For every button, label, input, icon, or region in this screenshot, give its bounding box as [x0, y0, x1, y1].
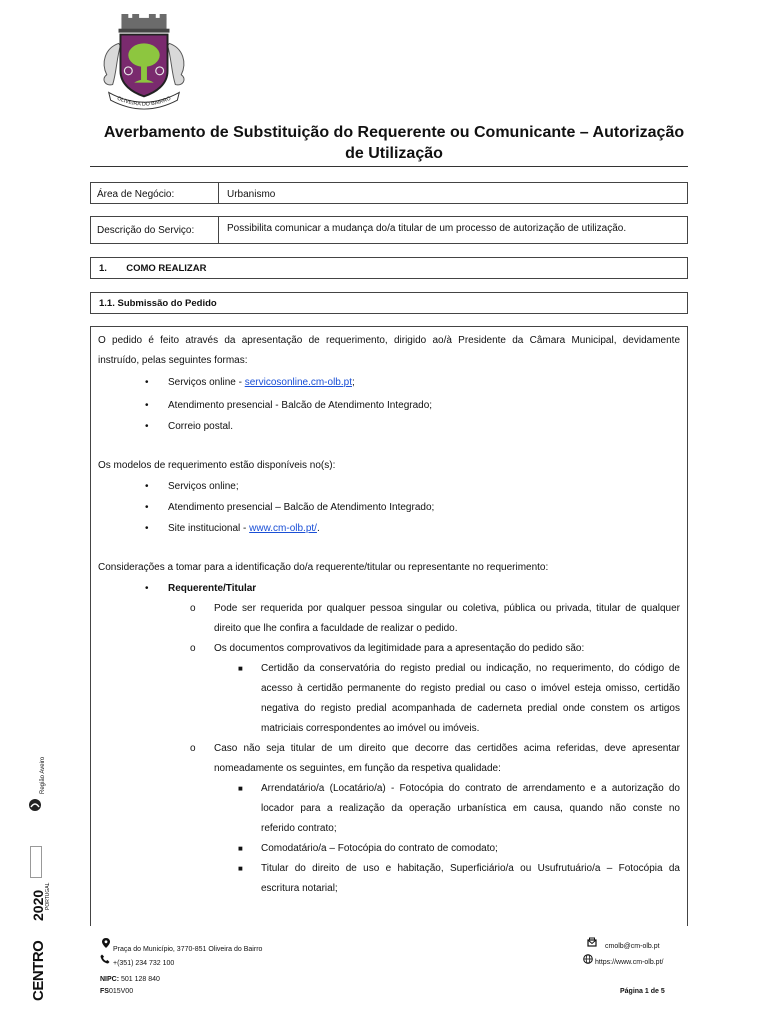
item-sq1-line-2: acesso à certidão permanente do registo predial ou caso o imóvel esteja omisso, certidão — [261, 683, 680, 694]
item-sq4-line-2: escritura notarial; — [261, 883, 338, 894]
centro-2020-logo: CENTRO — [30, 940, 47, 1001]
service-description-label: Descrição do Serviço: — [91, 217, 219, 243]
title-divider — [90, 166, 688, 167]
footer-email[interactable]: cmolb@cm-olb.pt — [605, 943, 660, 950]
funding-logos — [26, 756, 56, 1006]
item-sq3: Comodatário/a – Fotocópia do contrato de comodato; — [261, 843, 498, 854]
crest-banner-text: OLIVEIRA DO BAIRRO — [116, 95, 172, 108]
partner-logo — [30, 846, 42, 878]
model-presencial: Atendimento presencial – Balcão de Atendimento Integrado; — [168, 502, 435, 513]
model-site-text: Site institucional - — [168, 523, 250, 534]
item-o1-line-2: direito que lhe confira a faculdade de realizar o pedido. — [214, 623, 458, 634]
portugal-text: PORTUGAL — [45, 882, 51, 910]
section-1-number: 1. — [99, 263, 107, 274]
bullet-icon: • — [145, 583, 149, 594]
model-online: Serviços online; — [168, 481, 239, 492]
item-sq2-line-2: locador para a realização da operação urbanística em causa, quando não conste no — [261, 803, 680, 814]
square-bullet-icon: ■ — [238, 864, 243, 873]
form-correio: Correio postal. — [168, 421, 234, 432]
footer-doc-code — [100, 987, 133, 996]
form-online-suffix: ; — [351, 377, 355, 388]
item-o1-line-1: Pode ser requerida por qualquer pessoa singular ou coletiva, pública ou privada, titular de qualquer — [214, 603, 680, 614]
model-site-suffix: . — [316, 523, 320, 534]
nipc-value: 501 128 840 — [121, 976, 160, 983]
models-intro: Os modelos de requerimento estão disponíveis no(s): — [98, 460, 336, 471]
form-online — [168, 376, 355, 389]
bullet-icon: • — [145, 377, 149, 388]
regiao-aveiro-text: Região Aveiro — [40, 756, 46, 794]
square-bullet-icon: ■ — [238, 664, 243, 673]
bullet-icon: • — [145, 502, 149, 513]
item-o3-line-1: Caso não seja titular de um direito que decorre das certidões acima referidas, deve apresentar — [214, 743, 680, 754]
circle-bullet-icon: o — [190, 603, 196, 614]
section-1-title: COMO REALIZAR — [126, 263, 207, 274]
item-sq1-line-4: matriciais correspondentes ao imóvel ou imóveis. — [261, 723, 480, 734]
nipc-label: NIPC: — [100, 976, 120, 983]
item-sq2-line-3: referido contrato; — [261, 823, 337, 834]
item-sq2-line-1: Arrendatário/a (Locatário/a) - Fotocópia do contrato de arrendamento e a autorização do — [261, 783, 680, 794]
doc-code-rest: 015V00 — [108, 988, 134, 995]
item-sq4-line-1: Titular do direito de uso e habitação, Superficiário/a ou Usufrutuário/a – Fotocópia da — [261, 863, 680, 874]
location-pin-icon — [101, 938, 111, 948]
page-number: Página 1 de 5 — [620, 988, 665, 995]
service-description-value: Possibilita comunicar a mudança do/a titular de um processo de autorização de utilização. — [227, 223, 627, 234]
bullet-icon: • — [145, 523, 149, 534]
footer-phone: +(351) 234 732 100 — [113, 960, 175, 967]
bullet-icon: • — [145, 421, 149, 432]
email-icon — [587, 937, 597, 947]
item-o2: Os documentos comprovativos da legitimidade para a apresentação do pedido são: — [214, 643, 585, 654]
title-line-2: de Utilização — [345, 145, 443, 162]
globe-icon — [583, 954, 593, 964]
item-sq1-line-1: Certidão da conservatória do registo predial ou indicação, no requerimento, do código de — [261, 663, 680, 674]
portugal-2020-year: 2020 — [30, 889, 46, 921]
square-bullet-icon: ■ — [238, 784, 243, 793]
footer-nipc — [100, 975, 160, 984]
footer-website[interactable]: https://www.cm-olb.pt/ — [595, 959, 664, 966]
circle-bullet-icon: o — [190, 643, 196, 654]
form-presencial: Atendimento presencial - Balcão de Atendimento Integrado; — [168, 400, 433, 411]
page-title — [100, 122, 688, 164]
regiao-aveiro-logo — [26, 756, 56, 816]
model-site — [168, 522, 320, 535]
business-area-row — [90, 182, 688, 204]
requerente-titular-heading: Requerente/Titular — [168, 583, 257, 594]
square-bullet-icon: ■ — [238, 844, 243, 853]
doc-code-prefix: FS — [100, 988, 109, 995]
servicos-online-link[interactable]: servicosonline.cm-olb.pt — [244, 377, 352, 388]
bullet-icon: • — [145, 481, 149, 492]
business-area-value: Urbanismo — [227, 189, 276, 200]
intro-line-2: instruído, pelas seguintes formas: — [98, 355, 248, 366]
intro-line-1: O pedido é feito através da apresentação de requerimento, dirigido ao/à Presidente da Câmara Municipal, devidamente — [98, 335, 680, 346]
title-line-1: Averbamento de Substituição do Requerente ou Comunicante – Autorização — [103, 124, 685, 141]
item-o3-line-2: nomeadamente os seguintes, em função da respetiva qualidade: — [214, 763, 501, 774]
site-institucional-link[interactable]: www.cm-olb.pt/ — [249, 523, 317, 534]
bullet-icon: • — [145, 400, 149, 411]
phone-icon — [100, 954, 110, 964]
business-area-label: Área de Negócio: — [91, 183, 219, 203]
circle-bullet-icon: o — [190, 743, 196, 754]
footer-address: Praça do Município, 3770-851 Oliveira do Bairro — [113, 946, 263, 953]
municipal-crest-logo — [95, 14, 193, 112]
considerations-text: Considerações a tomar para a identificação do/a requerente/titular ou representante no requerimento: — [98, 562, 549, 573]
section-1-header — [90, 257, 688, 279]
regiao-aveiro-symbol-icon — [28, 798, 42, 812]
item-sq1-line-3: negativa do registo predial acompanhada de caderneta predial onde constem os artigos — [261, 703, 680, 714]
section-1-1-header — [90, 292, 688, 314]
section-1-1-title: 1.1. Submissão do Pedido — [99, 298, 217, 309]
service-description-row — [90, 216, 688, 244]
form-online-text: Serviços online - — [168, 377, 245, 388]
